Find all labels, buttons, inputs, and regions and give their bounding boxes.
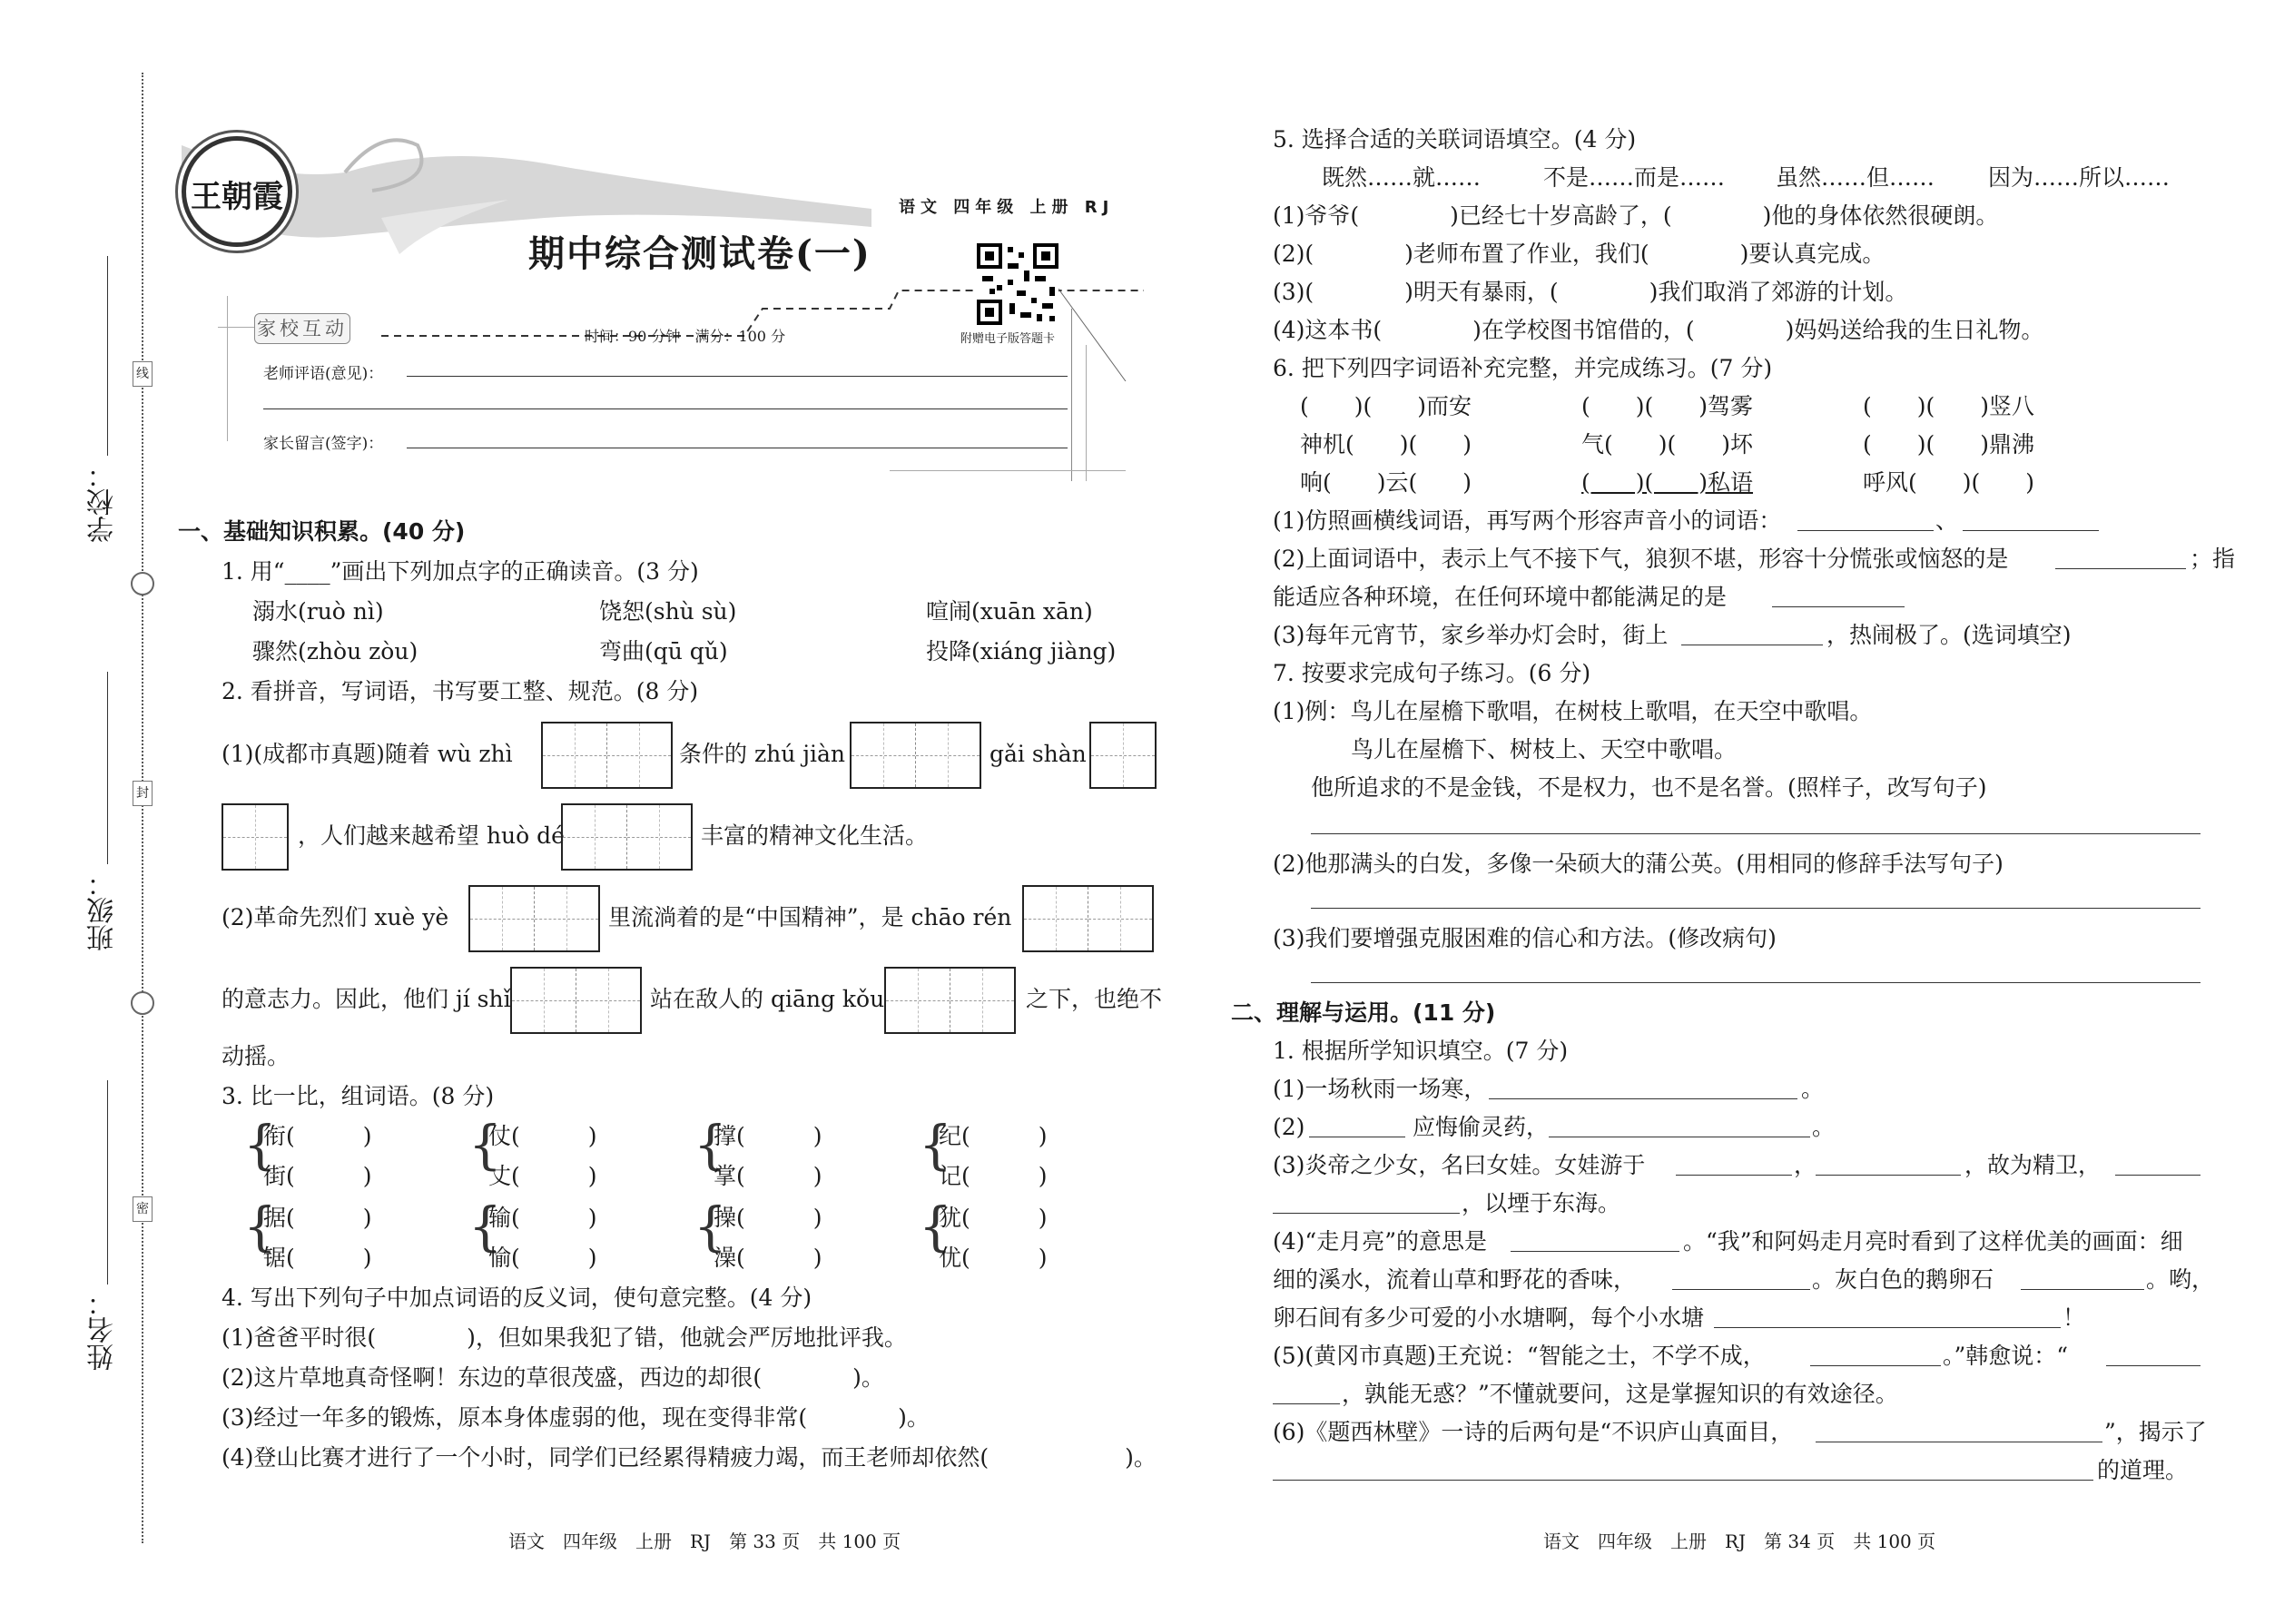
question-text: 里流淌着的是“中国精神”，是 chāo rén bbox=[608, 904, 1012, 930]
compare-item[interactable]: 优( ) bbox=[939, 1245, 1048, 1271]
badge-rule bbox=[218, 327, 254, 328]
question-7: 7. 按要求完成句子练习。(6 分) bbox=[1273, 660, 1591, 686]
question-text: 应悔偷灵药， bbox=[1413, 1114, 1550, 1140]
question-1: 1. 用“____”画出下列加点字的正确读音。(3 分) bbox=[222, 558, 699, 585]
idiom-item[interactable]: ( )( )竖八 bbox=[1863, 393, 2035, 419]
question-text: 鸟儿在屋檐下、树枝上、天空中歌唱。 bbox=[1351, 736, 1738, 763]
pinyin-item: 弯曲(qū qǔ) bbox=[599, 638, 728, 664]
option: 不是……而是…… bbox=[1543, 164, 1726, 191]
question-text: 丰富的精神文化生活。 bbox=[701, 822, 929, 849]
writing-grid[interactable] bbox=[884, 967, 1016, 1034]
answer-line[interactable] bbox=[1311, 833, 2200, 834]
question-text[interactable]: (1)爸爸平时很( )，但如果我犯了错，他就会严厉地批评我。 bbox=[222, 1324, 907, 1351]
question-text: 细的溪水，流着山草和野花的香味， bbox=[1273, 1266, 1637, 1293]
compare-item[interactable]: 犹( ) bbox=[939, 1205, 1048, 1231]
teacher-comment-field[interactable] bbox=[407, 376, 1068, 377]
answer-line[interactable] bbox=[1676, 1175, 1792, 1176]
answer-line[interactable] bbox=[2115, 1175, 2200, 1176]
pinyin-item: 溺水(ruò nì) bbox=[252, 598, 384, 625]
pinyin-item: 骤然(zhòu zòu) bbox=[252, 638, 418, 664]
question-text: ，以堙于东海。 bbox=[1462, 1190, 1621, 1216]
question-text: (3)炎帝之少女，名曰女娃。女娃游于 bbox=[1273, 1152, 1646, 1178]
punct: 。 bbox=[1801, 1076, 1825, 1102]
qr-caption: 附赠电子版答题卡 bbox=[960, 332, 1056, 346]
question-6: 6. 把下列四字词语补充完整，并完成练习。(7 分) bbox=[1273, 355, 1773, 381]
question-text: ，人们越来越希望 huò dé bbox=[298, 822, 565, 849]
binding-hole bbox=[131, 991, 154, 1015]
compare-item[interactable]: 记( ) bbox=[939, 1163, 1048, 1189]
section-heading: 一、基础知识积累。(40 分) bbox=[178, 518, 466, 545]
parent-comment-label: 家长留言(签字)： bbox=[263, 435, 384, 453]
answer-line[interactable] bbox=[1797, 530, 1934, 531]
question-text: 能适应各种环境，在任何环境中都能满足的是 bbox=[1273, 584, 1728, 610]
answer-line[interactable] bbox=[2021, 1289, 2144, 1290]
idiom-item[interactable]: ( )( )鼎沸 bbox=[1863, 431, 2035, 458]
writing-grid[interactable] bbox=[541, 722, 673, 789]
page-footer: 语文 四年级 上册 RJ 第 34 页 共 100 页 bbox=[1543, 1530, 1936, 1552]
writing-grid[interactable] bbox=[561, 803, 693, 871]
question-text[interactable]: (2)( )老师布置了作业，我们( )要认真完成。 bbox=[1273, 241, 1885, 267]
option: 虽然……但…… bbox=[1776, 164, 1935, 191]
question-text: (1)仿照画横线词语，再写两个形容声音小的词语： bbox=[1273, 507, 1782, 534]
pinyin-item: 投降(xiáng jiàng) bbox=[926, 638, 1117, 664]
compare-item[interactable]: 仗( ) bbox=[488, 1123, 597, 1149]
answer-line[interactable] bbox=[1273, 1403, 1340, 1404]
compare-item[interactable]: 愉( ) bbox=[488, 1245, 597, 1271]
question-text: (3)每年元宵节，家乡举办灯会时，街上 bbox=[1273, 622, 1669, 648]
question-text: 之下，也绝不 bbox=[1026, 986, 1163, 1012]
question-text[interactable]: (4)这本书( )在学校图书馆借的，( )妈妈送给我的生日礼物。 bbox=[1273, 317, 2044, 343]
answer-line[interactable] bbox=[1963, 530, 2099, 531]
question-text: ，孰能无惑？”不懂就要问，这是掌握知识的有效途径。 bbox=[1342, 1381, 1898, 1407]
option: 既然……就…… bbox=[1322, 164, 1482, 191]
compare-item[interactable]: 输( ) bbox=[488, 1205, 597, 1231]
cut-line bbox=[142, 73, 143, 1543]
question-text: (3)我们要增强克服困难的信心和方法。(修改病句) bbox=[1273, 925, 1777, 951]
compare-item[interactable]: 掌( ) bbox=[714, 1163, 822, 1189]
answer-line[interactable] bbox=[1816, 1175, 1961, 1176]
question-text: (1)例：鸟儿在屋檐下歌唱，在树枝上歌唱，在天空中歌唱。 bbox=[1273, 698, 1873, 724]
question-text: 1. 根据所学知识填空。(7 分) bbox=[1273, 1038, 1569, 1064]
idiom-item[interactable]: ( )( )而安 bbox=[1300, 393, 1472, 419]
school-field[interactable] bbox=[107, 256, 108, 456]
question-text: gǎi shàn bbox=[989, 741, 1087, 767]
class-field[interactable] bbox=[107, 672, 108, 864]
question-text: 的意志力。因此，他们 jí shǐ bbox=[222, 986, 511, 1012]
question-text: (2)革命先烈们 xuè yè bbox=[222, 904, 449, 930]
writing-grid[interactable] bbox=[850, 722, 981, 789]
answer-line[interactable] bbox=[1273, 1480, 2093, 1481]
question-text: ，故为精卫， bbox=[1964, 1152, 2102, 1178]
punct: ， bbox=[1794, 1152, 1817, 1178]
answer-line[interactable] bbox=[1311, 908, 2200, 909]
seal-text: 线 bbox=[133, 361, 153, 387]
question-text[interactable]: (3)( )明天有暴雨，( )我们取消了郊游的计划。 bbox=[1273, 279, 1908, 305]
writing-grid[interactable] bbox=[510, 967, 642, 1034]
badge-rule bbox=[227, 296, 228, 441]
section-badge: 家校互动 bbox=[254, 313, 350, 344]
answer-line[interactable] bbox=[1772, 606, 1905, 607]
compare-item[interactable]: 丈( ) bbox=[488, 1163, 597, 1189]
compare-item[interactable]: 澡( ) bbox=[714, 1245, 822, 1271]
idiom-item[interactable]: ( )( )私语 bbox=[1581, 469, 1754, 496]
writing-grid[interactable] bbox=[1022, 885, 1154, 952]
compare-item[interactable]: 锯( ) bbox=[263, 1245, 372, 1271]
punct: ！ bbox=[2063, 1304, 2086, 1331]
question-2: 2. 看拼音，写词语，书写要工整、规范。(8 分) bbox=[222, 678, 699, 704]
option: 因为……所以…… bbox=[1988, 164, 2171, 191]
seal-text: 密 bbox=[133, 1196, 153, 1222]
section-heading: 二、理解与运用。(11 分) bbox=[1231, 999, 1496, 1026]
compare-item[interactable]: 街( ) bbox=[263, 1163, 372, 1189]
teacher-comment-field[interactable] bbox=[263, 408, 1068, 409]
book-info: 语文 四年级 上册 RJ bbox=[899, 198, 1115, 217]
writing-grid[interactable] bbox=[222, 803, 289, 871]
question-text[interactable]: (4)登山比赛才进行了一个小时，同学们已经累得精疲力竭，而王老师却依然( )。 bbox=[222, 1444, 1157, 1471]
answer-line[interactable] bbox=[1311, 982, 2200, 983]
answer-line[interactable] bbox=[1273, 1213, 1460, 1214]
answer-line[interactable] bbox=[1714, 1327, 2061, 1328]
question-3: 3. 比一比，组词语。(8 分) bbox=[222, 1083, 495, 1109]
pinyin-item: 饶恕(shù sù) bbox=[599, 598, 737, 625]
name-label: 姓名： bbox=[87, 1289, 119, 1371]
idiom-item[interactable]: 呼风( )( ) bbox=[1863, 469, 2035, 496]
qr-code[interactable] bbox=[977, 243, 1058, 325]
compare-item[interactable]: 据( ) bbox=[263, 1205, 372, 1231]
question-text: (2)他那满头的白发，多像一朵硕大的蒲公英。(用相同的修辞手法写句子) bbox=[1273, 851, 2004, 877]
question-text: 他所追求的不是金钱，不是权力，也不是名誉。(照样子，改写句子) bbox=[1311, 774, 1987, 801]
question-text: (2)上面词语中，表示上气不接下气，狼狈不堪，形容十分慌张或恼怒的是 bbox=[1273, 546, 2009, 572]
question-text: 的道理。 bbox=[2097, 1457, 2189, 1483]
question-text: (1)一场秋雨一场寒， bbox=[1273, 1076, 1487, 1102]
question-text: 。”韩愈说：“ bbox=[1943, 1343, 2069, 1369]
idiom-item[interactable]: 气( )( )坏 bbox=[1581, 431, 1754, 458]
question-text: 。灰白色的鹅卵石 bbox=[1812, 1266, 1994, 1293]
question-text[interactable]: (2)这片草地真奇怪啊！东边的草很茂盛，西边的却很( )。 bbox=[222, 1364, 884, 1391]
separator: 、 bbox=[1935, 507, 1959, 534]
compare-item[interactable]: 衔( ) bbox=[263, 1123, 372, 1149]
teacher-comment-label: 老师评语(意见)： bbox=[263, 365, 384, 383]
page-title: 期中综合测试卷(一) bbox=[528, 232, 871, 275]
question-4: 4. 写出下列句子中加点词语的反义词，使句意完整。(4 分) bbox=[222, 1284, 812, 1311]
question-text: 卵石间有多少可爱的小水塘啊，每个小水塘 bbox=[1273, 1304, 1705, 1331]
question-text: ；指 bbox=[2190, 546, 2236, 572]
idiom-item[interactable]: ( )( )驾雾 bbox=[1581, 393, 1754, 419]
idiom-item[interactable]: 神机( )( ) bbox=[1300, 431, 1472, 458]
pinyin-item: 喧闹(xuān xān) bbox=[926, 598, 1093, 625]
question-text: (6)《题西林壁》一诗的后两句是“不识庐山真面目， bbox=[1273, 1419, 1794, 1445]
name-field[interactable] bbox=[107, 1080, 108, 1284]
question-text: (1)(成都市真题)随着 wù zhì bbox=[222, 741, 513, 767]
brand-logo bbox=[182, 136, 292, 247]
seal-text: 封 bbox=[133, 781, 153, 806]
page-footer: 语文 四年级 上册 RJ 第 33 页 共 100 页 bbox=[508, 1530, 901, 1552]
class-label: 班级： bbox=[87, 870, 119, 951]
question-text: ，热闹极了。(选词填空) bbox=[1826, 622, 2072, 648]
answer-line[interactable] bbox=[2106, 1365, 2200, 1366]
question-text: (5)(黄冈市真题)王充说：“智能之士，不学不成， bbox=[1273, 1343, 1766, 1369]
question-text: (4)“走月亮”的意思是 bbox=[1273, 1228, 1487, 1255]
binding-hole bbox=[131, 572, 154, 595]
writing-grid[interactable] bbox=[1089, 722, 1157, 789]
time-info: 时间：90 分钟 满分：100 分 bbox=[585, 328, 786, 345]
answer-line[interactable] bbox=[1810, 1365, 1941, 1366]
answer-line[interactable] bbox=[2055, 568, 2186, 569]
question-text: 。“我”和阿妈走月亮时看到了这样优美的画面：细 bbox=[1683, 1228, 2183, 1255]
question-text[interactable]: (3)经过一年多的锻炼，原本身体虚弱的他，现在变得非常( )。 bbox=[222, 1404, 930, 1431]
answer-line[interactable] bbox=[1489, 1098, 1797, 1099]
logo-text: 王朝霞 bbox=[191, 179, 283, 215]
question-text: 。哟， bbox=[2146, 1266, 2215, 1293]
question-text: 动摇。 bbox=[222, 1043, 290, 1069]
school-label: 学校： bbox=[87, 461, 119, 543]
header-rule bbox=[1071, 309, 1072, 481]
question-text: ”，揭示了 bbox=[2104, 1419, 2207, 1445]
compare-item[interactable]: 操( ) bbox=[714, 1205, 822, 1231]
writing-grid[interactable] bbox=[468, 885, 600, 952]
compare-item[interactable]: 撑( ) bbox=[714, 1123, 822, 1149]
question-text: (2) bbox=[1273, 1114, 1305, 1140]
question-5: 5. 选择合适的关联词语填空。(4 分) bbox=[1273, 126, 1637, 153]
idiom-item[interactable]: 响( )云( ) bbox=[1300, 469, 1472, 496]
question-text: 条件的 zhú jiàn bbox=[679, 741, 846, 767]
answer-line[interactable] bbox=[1511, 1251, 1679, 1252]
punct: 。 bbox=[1812, 1114, 1836, 1140]
question-text: 站在敌人的 qiāng kǒu bbox=[650, 986, 885, 1012]
compare-item[interactable]: 纪( ) bbox=[939, 1123, 1048, 1149]
question-text[interactable]: (1)爷爷( )已经七十岁高龄了，( )他的身体依然很硬朗。 bbox=[1273, 202, 1999, 229]
header-rule bbox=[1086, 345, 1087, 481]
header-rule bbox=[890, 470, 1126, 471]
answer-line[interactable] bbox=[1672, 1289, 1810, 1290]
